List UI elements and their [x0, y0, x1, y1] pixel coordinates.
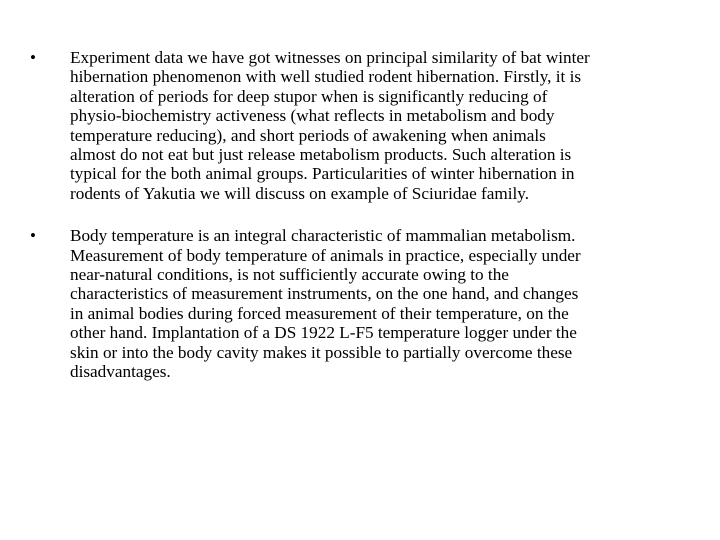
text-line: Measurement of body temperature of animals in practice, especially under: [70, 245, 581, 265]
text-line: hibernation phenomenon with well studied rodent hibernation. Firstly, it is: [70, 67, 582, 87]
bullet-marker: •: [30, 48, 36, 67]
text-line: physio-biochemistry activeness (what reflects in metabolism and body: [70, 106, 555, 126]
bullet-marker: •: [30, 226, 36, 246]
bullet-item-body-temperature: [30, 226, 690, 381]
bullet-list: [30, 48, 690, 405]
text-line: typical for the both animal groups. Particularities of winter hibernation in: [70, 164, 575, 184]
text-line: near-natural conditions, is not sufficiently accurate owing to the: [70, 265, 509, 285]
text-line: skin or into the body cavity makes it possible to partially overcome these: [70, 342, 573, 362]
text-line: in animal bodies during forced measurement of their temperature, on the: [70, 303, 569, 323]
bullet-item-hibernation: [30, 48, 690, 203]
text-line: disadvantages.: [70, 362, 171, 382]
text-line: rodents of Yakutia we will discuss on example of Sciuridae family.: [70, 183, 530, 203]
text-line: Body temperature is an integral characteristic of mammalian metabolism.: [70, 226, 576, 246]
text-line: almost do not eat but just release metabolism products. Such alteration is: [70, 145, 572, 165]
text-line: other hand. Implantation of a DS 1922 L-F5 temperature logger under the: [70, 323, 577, 343]
text-line: Experiment data we have got witnesses on principal similarity of bat winter: [70, 48, 590, 67]
text-line: characteristics of measurement instruments, on the one hand, and changes: [70, 284, 579, 304]
text-line: temperature reducing), and short periods of awakening when animals: [70, 125, 546, 145]
text-line: alteration of periods for deep stupor when is significantly reducing of: [70, 86, 548, 106]
